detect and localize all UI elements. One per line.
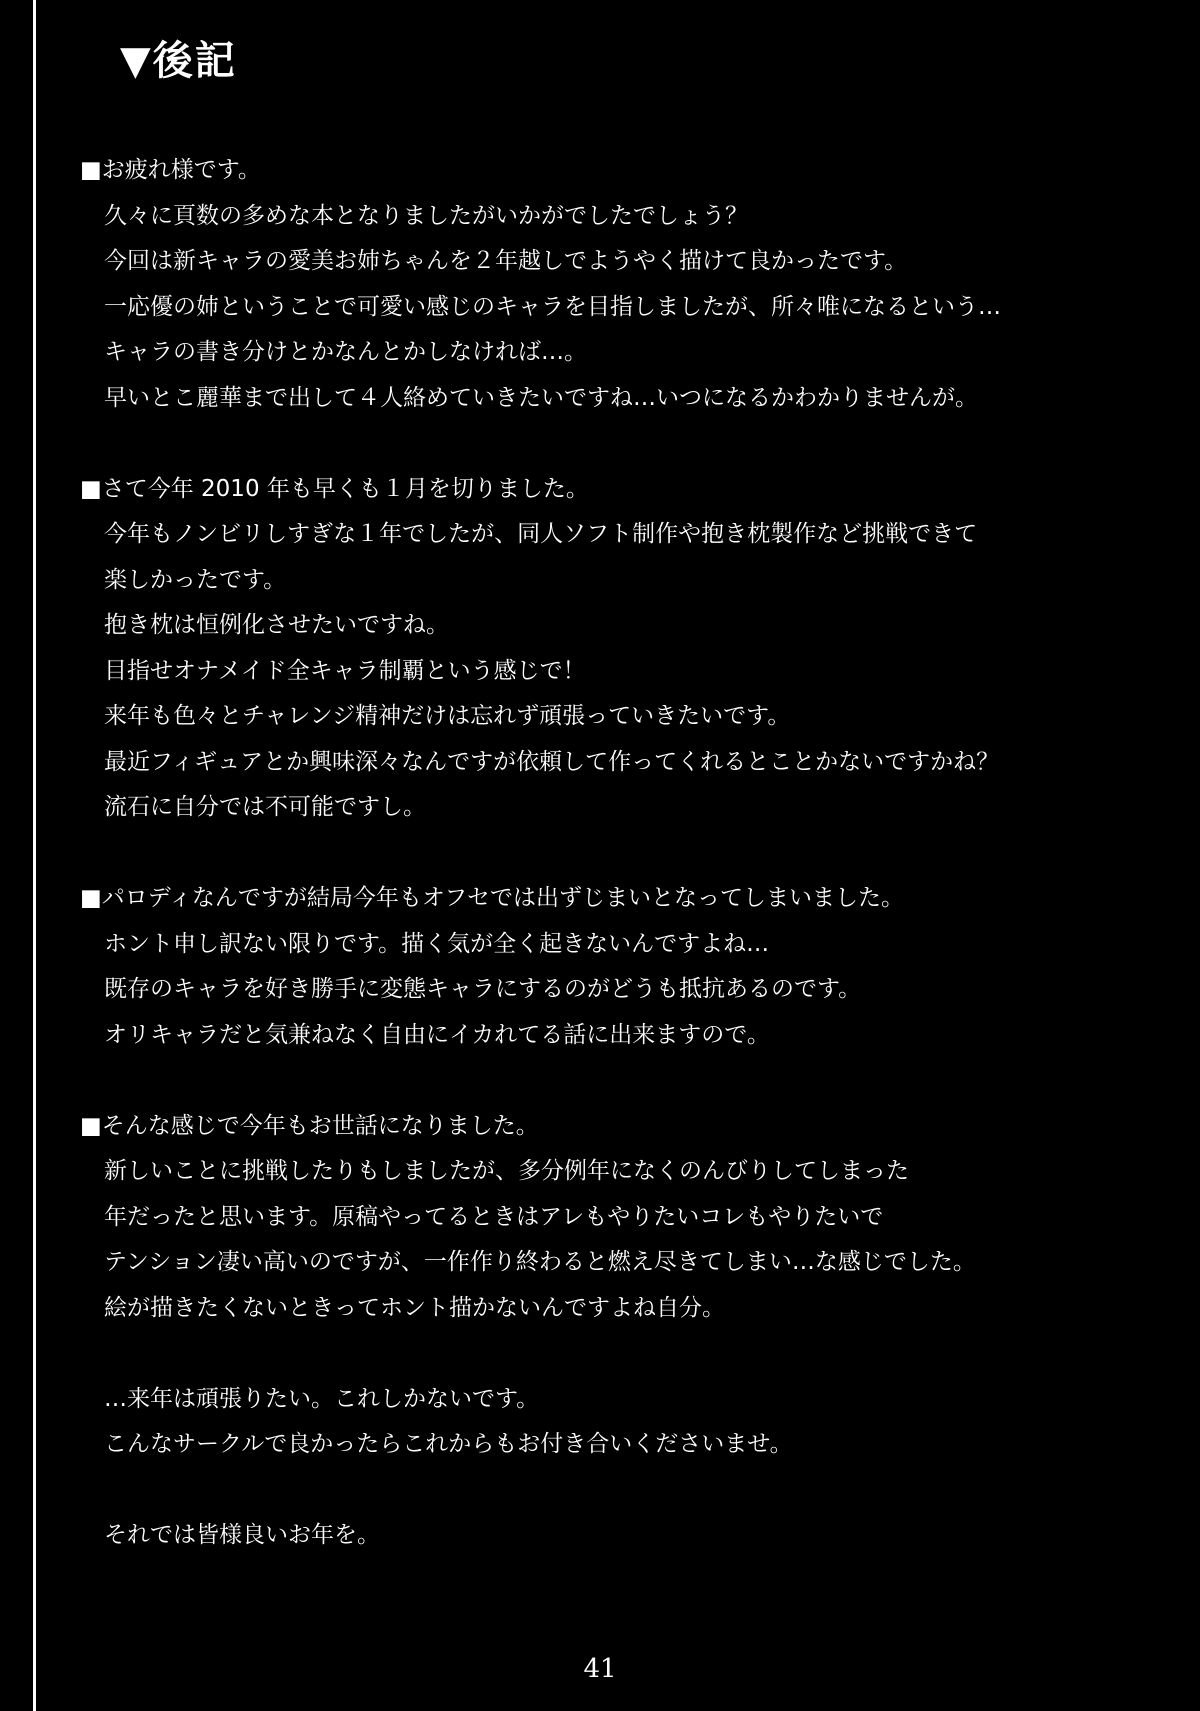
section-gap: [80, 1468, 1160, 1514]
page-edge-line: [33, 0, 36, 1711]
text-line: こんなサークルで良かったらこれからもお付き合いくださいませ。: [104, 1431, 793, 1457]
text-line: 既存のキャラを好き勝手に変態キャラにするのがどうも抵抗あるのです。: [104, 976, 862, 1002]
section-farewell: [80, 1513, 1160, 1559]
section-next-year: [80, 1377, 1160, 1468]
text-line: 一応優の姉ということで可愛い感じのキャラを目指しましたが、所々唯になるという…: [104, 293, 1001, 320]
section-year: [80, 467, 1160, 831]
text-line: 今年もノンビリしすぎな１年でしたが、同人ソフト制作や抱き枕製作など挑戦できて: [104, 521, 978, 547]
section-closing: [80, 1104, 1160, 1332]
text-line: キャラの書き分けとかなんとかしなければ…。: [104, 339, 587, 365]
page-number: 41: [583, 1654, 617, 1684]
section-thanks: [80, 148, 1160, 421]
text-line: 目指せオナメイド全キャラ制覇という感じで！: [104, 657, 586, 684]
text-line: 絵が描きたくないときってホント描かないんですよね自分。: [104, 1294, 725, 1321]
text-line: ■さて今年 2010 年も早くも１月を切りました。: [80, 475, 589, 502]
text-line: テンション凄い高いのですが、一作作り終わると燃え尽きてしまい…な感じでした。: [104, 1249, 976, 1275]
text-line: 抱き枕は恒例化させたいですね。: [104, 612, 449, 638]
section-parody: [80, 876, 1160, 1058]
text-line: 久々に頁数の多めな本となりましたがいかがでしたでしょう？: [104, 202, 748, 229]
afterword-body: [80, 148, 1160, 1559]
text-line: 新しいことに挑戦したりもしましたが、多分例年になくのんびりしてしまった: [104, 1158, 909, 1184]
section-gap: [80, 1331, 1160, 1377]
text-line: 最近フィギュアとか興味深々なんですが依頼して作ってくれるとことかないですかね？: [104, 748, 1000, 775]
afterword-heading: ▼後記: [120, 38, 237, 84]
text-line: 楽しかったです。: [104, 566, 287, 593]
text-line: 今回は新キャラの愛美お姉ちゃんを２年越しでようやく描けて良かったです。: [104, 248, 908, 274]
text-line: ■パロディなんですが結局今年もオフセでは出ずじまいとなってしまいました。: [80, 885, 904, 911]
text-line: 年だったと思います。原稿やってるときはアレもやりたいコレもやりたいで: [104, 1203, 884, 1230]
text-line: それでは皆様良いお年を。: [104, 1522, 380, 1548]
text-line: ホント申し訳ない限りです。描く気が全く起きないんですよね…: [104, 930, 770, 957]
section-gap: [80, 1058, 1160, 1104]
text-line: 来年も色々とチャレンジ精神だけは忘れず頑張っていきたいです。: [104, 703, 791, 729]
text-line: 早いとこ麗華まで出して４人絡めていきたいですね…いつになるかわかりませんが。: [104, 384, 978, 411]
text-line: ■お疲れ様です。: [80, 157, 261, 183]
text-line: オリキャラだと気兼ねなく自由にイカれてる話に出来ますので。: [104, 1021, 770, 1048]
section-gap: [80, 421, 1160, 467]
text-line: ■そんな感じで今年もお世話になりました。: [80, 1112, 539, 1139]
text-line: …来年は頑張りたい。これしかないです。: [104, 1385, 540, 1412]
text-line: 流石に自分では不可能ですし。: [104, 794, 426, 820]
section-gap: [80, 831, 1160, 877]
